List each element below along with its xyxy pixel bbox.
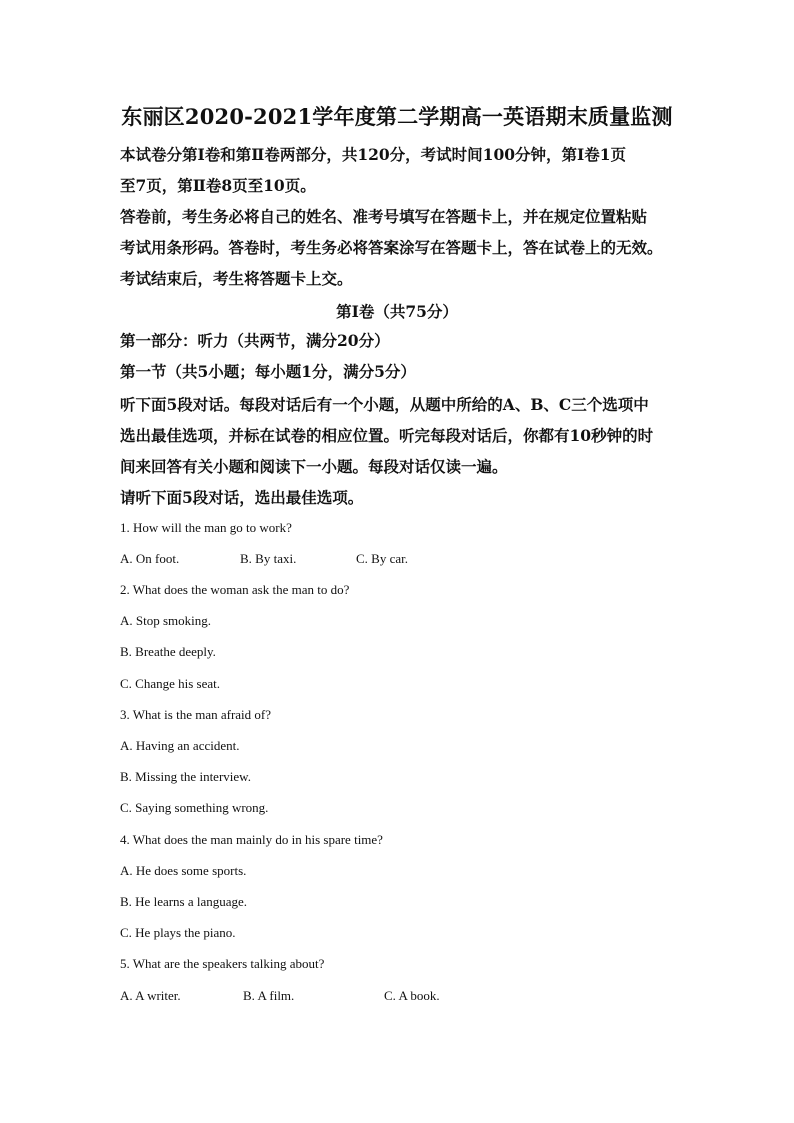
question-4-option-b: B. He learns a language. <box>120 894 248 909</box>
question-3-option-b: B. Missing the interview. <box>120 769 251 784</box>
page-title: 东丽区2020-2021学年度第二学期高一英语期末质量监测 <box>121 104 673 129</box>
intro-line-2: 至7页，第Ⅱ卷8页至10页。 <box>120 176 316 195</box>
intro-line-4: 考试用条形码。答卷时，考生务必将答案涂写在答题卡上，答在试卷上的无效。 <box>120 238 663 257</box>
question-5-option-c: C. A book. <box>384 988 440 1003</box>
question-5-option-a: A. A writer. <box>120 988 181 1003</box>
part-heading: 第一部分：听力（共两节，满分20分） <box>120 331 390 350</box>
instructions-line-2: 选出最佳选项，并标在试卷的相应位置。听完每段对话后，你都有10秒钟的时 <box>120 426 654 445</box>
intro-line-1: 本试卷分第Ⅰ卷和第Ⅱ卷两部分，共120分，考试时间100分钟，第Ⅰ卷1页 <box>120 145 627 164</box>
listening-prompt: 请听下面5段对话，选出最佳选项。 <box>120 488 364 507</box>
intro-line-5: 考试结束后，考生将答题卡上交。 <box>120 269 353 288</box>
volume-heading: 第Ⅰ卷（共75分） <box>336 302 458 321</box>
question-5-option-b: B. A film. <box>243 988 295 1003</box>
question-3: 3. What is the man afraid of? <box>120 707 272 722</box>
question-5: 5. What are the speakers talking about? <box>120 956 325 971</box>
section-heading: 第一节（共5小题；每小题1分，满分5分） <box>120 362 416 381</box>
question-1: 1. How will the man go to work? <box>120 520 292 535</box>
question-2-option-a: A. Stop smoking. <box>120 613 212 628</box>
question-4: 4. What does the man mainly do in his spare time? <box>120 832 383 847</box>
question-3-option-a: A. Having an accident. <box>120 738 240 753</box>
question-1-option-a: A. On foot. <box>120 551 180 566</box>
intro-line-3: 答卷前，考生务必将自己的姓名、准考号填写在答题卡上，并在规定位置粘贴 <box>120 207 648 226</box>
question-2: 2. What does the woman ask the man to do? <box>120 582 350 597</box>
question-1-option-c: C. By car. <box>356 551 408 566</box>
question-4-option-a: A. He does some sports. <box>120 863 247 878</box>
question-1-option-b: B. By taxi. <box>240 551 297 566</box>
question-3-option-c: C. Saying something wrong. <box>120 800 269 815</box>
instructions-line-1: 听下面5段对话。每段对话后有一个小题，从题中所给的A、B、C三个选项中 <box>120 395 649 414</box>
question-2-option-b: B. Breathe deeply. <box>120 644 216 659</box>
question-2-option-c: C. Change his seat. <box>120 676 221 691</box>
question-4-option-c: C. He plays the piano. <box>120 925 236 940</box>
instructions-line-3: 间来回答有关小题和阅读下一小题。每段对话仅读一遍。 <box>120 457 508 476</box>
